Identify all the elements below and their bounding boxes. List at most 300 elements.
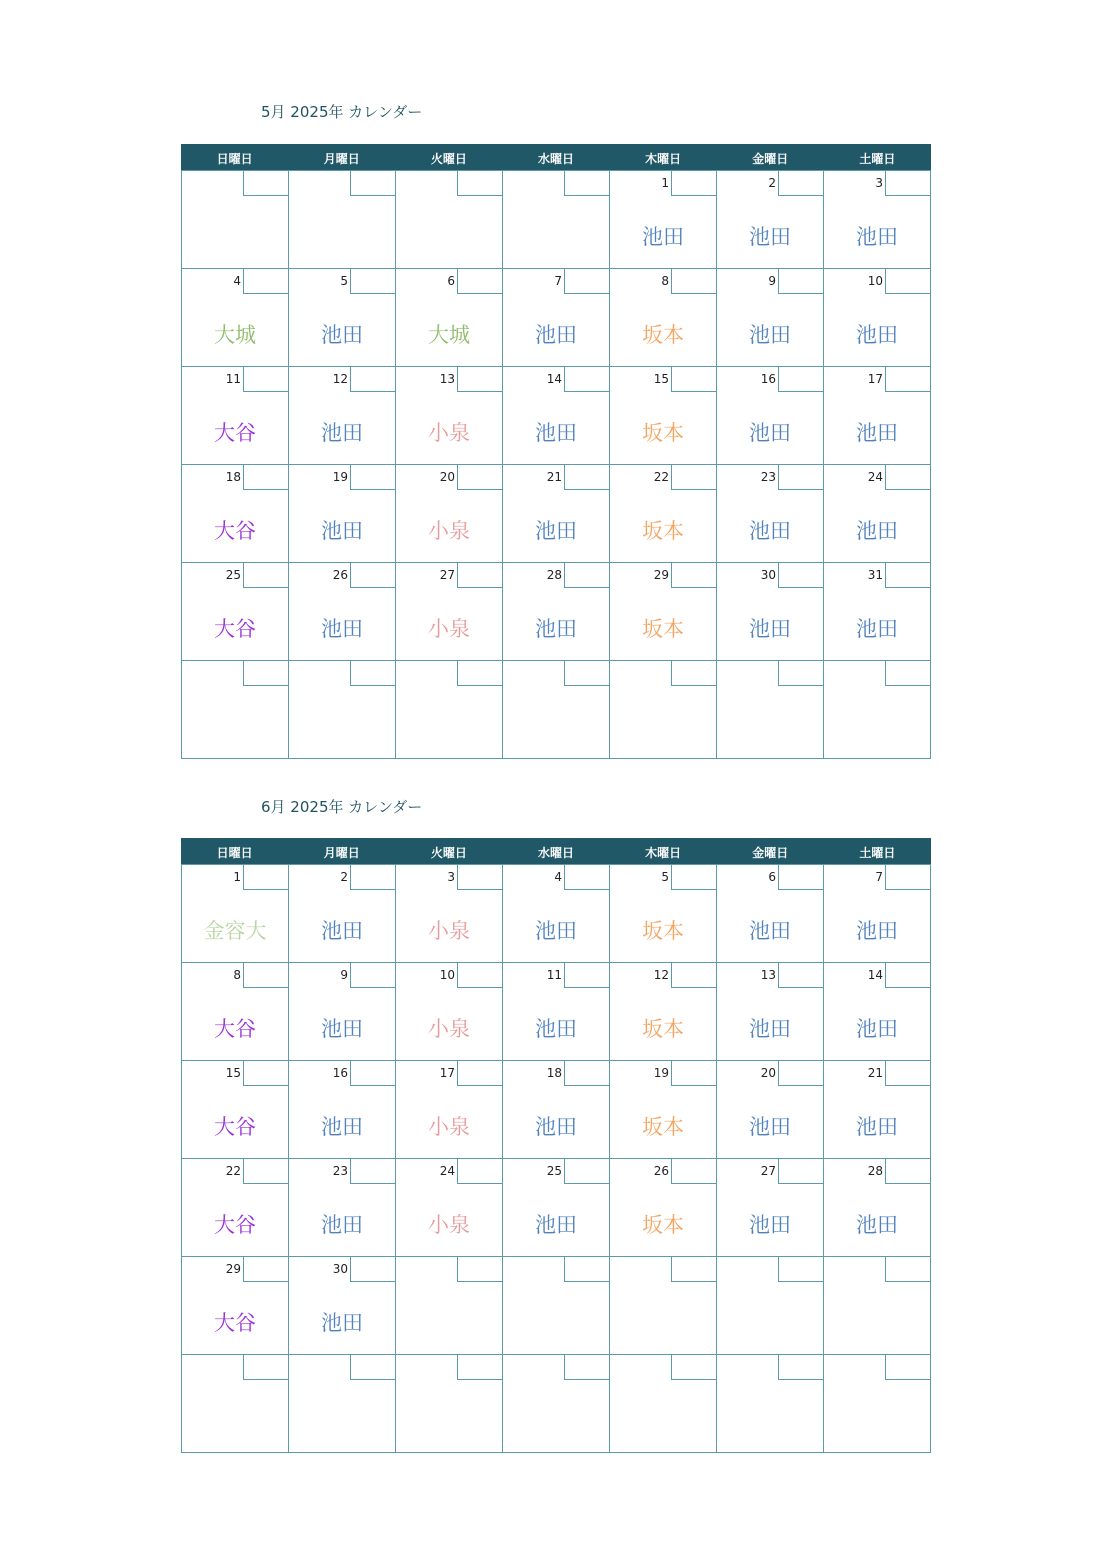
assignee-name: 池田 (749, 1115, 791, 1139)
day-cell[interactable] (824, 1257, 931, 1355)
day-cell[interactable] (503, 1257, 610, 1355)
assignee-name: 池田 (749, 617, 791, 641)
day-note-box (350, 864, 396, 890)
day-number: 10 (439, 968, 455, 982)
day-note-box (671, 1158, 717, 1184)
assignee-name: 池田 (535, 1213, 577, 1237)
day-cell[interactable] (717, 1061, 824, 1159)
day-number: 3 (447, 870, 455, 884)
day-note-box (243, 962, 289, 988)
day-cell[interactable] (503, 1159, 610, 1257)
day-note-box (778, 962, 824, 988)
day-note-box (778, 268, 824, 294)
day-cell[interactable] (396, 1355, 503, 1453)
day-number: 18 (225, 470, 241, 484)
day-number: 21 (867, 1066, 883, 1080)
day-cell[interactable] (396, 269, 503, 367)
day-cell[interactable] (289, 269, 396, 367)
calendar-title: 6月 2025年 カレンダー (261, 798, 423, 816)
day-number: 2 (340, 870, 348, 884)
day-number: 8 (233, 968, 241, 982)
weekday-label: 金曜日 (752, 846, 789, 860)
day-number: 29 (653, 568, 669, 582)
day-note-box (243, 1060, 289, 1086)
assignee-name: 小泉 (428, 1017, 470, 1041)
day-cell[interactable] (717, 367, 824, 465)
day-number: 17 (439, 1066, 455, 1080)
weekday-header (181, 838, 931, 865)
day-note-box (457, 268, 503, 294)
weekday-label: 木曜日 (645, 152, 682, 166)
assignee-name: 池田 (856, 617, 898, 641)
day-cell[interactable] (503, 171, 610, 269)
day-note-box (564, 562, 610, 588)
day-number: 13 (760, 968, 776, 982)
day-note-box (778, 864, 824, 890)
day-cell[interactable] (182, 171, 289, 269)
day-number: 31 (867, 568, 883, 582)
day-note-box (778, 1060, 824, 1086)
day-note-box (457, 562, 503, 588)
day-note-box (885, 1060, 931, 1086)
day-note-box (564, 1158, 610, 1184)
day-note-box (350, 1354, 396, 1380)
assignee-name: 小泉 (428, 1115, 470, 1139)
day-cell[interactable] (824, 963, 931, 1061)
day-cell[interactable] (824, 367, 931, 465)
day-note-box (885, 170, 931, 196)
day-number: 30 (332, 1262, 348, 1276)
day-number: 18 (546, 1066, 562, 1080)
assignee-name: 坂本 (642, 1115, 684, 1139)
day-cell[interactable] (289, 1355, 396, 1453)
assignee-name: 池田 (535, 323, 577, 347)
day-number: 11 (546, 968, 562, 982)
assignee-name: 池田 (535, 1115, 577, 1139)
day-cell[interactable] (182, 963, 289, 1061)
day-cell[interactable] (503, 465, 610, 563)
day-cell[interactable] (717, 465, 824, 563)
day-cell[interactable] (396, 367, 503, 465)
assignee-name: 坂本 (642, 421, 684, 445)
day-cell[interactable] (289, 963, 396, 1061)
day-note-box (243, 562, 289, 588)
day-cell[interactable] (824, 465, 931, 563)
day-note-box (885, 1256, 931, 1282)
day-cell[interactable] (717, 865, 824, 963)
day-cell[interactable] (289, 865, 396, 963)
day-note-box (457, 660, 503, 686)
day-cell[interactable] (182, 1061, 289, 1159)
day-cell[interactable] (824, 661, 931, 759)
day-number: 4 (233, 274, 241, 288)
day-number: 20 (760, 1066, 776, 1080)
day-note-box (457, 962, 503, 988)
day-note-box (564, 962, 610, 988)
day-number: 3 (875, 176, 883, 190)
day-note-box (564, 660, 610, 686)
assignee-name: 坂本 (642, 1213, 684, 1237)
day-note-box (564, 1256, 610, 1282)
day-note-box (564, 1060, 610, 1086)
day-cell[interactable] (824, 1061, 931, 1159)
weekday-label: 土曜日 (859, 152, 896, 166)
day-number: 15 (653, 372, 669, 386)
assignee-name: 金容大 (203, 919, 267, 943)
calendar-title: 5月 2025年 カレンダー (261, 103, 423, 121)
assignee-name: 池田 (321, 617, 363, 641)
day-number: 22 (653, 470, 669, 484)
day-cell[interactable] (717, 563, 824, 661)
day-cell[interactable] (610, 865, 717, 963)
assignee-name: 池田 (642, 225, 684, 249)
day-number: 7 (554, 274, 562, 288)
day-note-box (885, 562, 931, 588)
day-note-box (778, 170, 824, 196)
assignee-name: 小泉 (428, 1213, 470, 1237)
day-number: 2 (768, 176, 776, 190)
assignee-name: 大谷 (214, 1115, 256, 1139)
day-cell[interactable] (503, 963, 610, 1061)
day-note-box (457, 464, 503, 490)
day-cell[interactable] (182, 563, 289, 661)
day-cell[interactable] (610, 171, 717, 269)
weekday-label: 火曜日 (430, 152, 467, 166)
day-number: 1 (661, 176, 669, 190)
day-number: 24 (867, 470, 883, 484)
day-number: 8 (661, 274, 669, 288)
day-note-box (778, 1354, 824, 1380)
day-number: 28 (546, 568, 562, 582)
assignee-name: 池田 (535, 519, 577, 543)
day-cell[interactable] (610, 1355, 717, 1453)
day-number: 20 (439, 470, 455, 484)
day-cell[interactable] (182, 865, 289, 963)
day-cell[interactable] (717, 1355, 824, 1453)
day-note-box (243, 660, 289, 686)
day-cell[interactable] (717, 1257, 824, 1355)
assignee-name: 池田 (321, 519, 363, 543)
day-note-box (243, 1354, 289, 1380)
day-note-box (564, 268, 610, 294)
assignee-name: 小泉 (428, 519, 470, 543)
day-cell[interactable] (289, 367, 396, 465)
assignee-name: 池田 (856, 1213, 898, 1237)
day-number: 17 (867, 372, 883, 386)
day-note-box (885, 1354, 931, 1380)
calendar-grid (181, 864, 931, 1453)
day-cell[interactable] (824, 1159, 931, 1257)
day-cell[interactable] (824, 865, 931, 963)
assignee-name: 池田 (535, 421, 577, 445)
day-note-box (671, 562, 717, 588)
day-note-box (671, 1256, 717, 1282)
day-note-box (778, 562, 824, 588)
day-cell[interactable] (824, 171, 931, 269)
day-cell[interactable] (610, 367, 717, 465)
day-note-box (350, 268, 396, 294)
day-number: 29 (225, 1262, 241, 1276)
day-cell[interactable] (610, 1257, 717, 1355)
day-number: 23 (332, 1164, 348, 1178)
assignee-name: 坂本 (642, 617, 684, 641)
day-note-box (885, 366, 931, 392)
day-cell[interactable] (717, 963, 824, 1061)
day-note-box (671, 170, 717, 196)
day-note-box (778, 1158, 824, 1184)
day-note-box (457, 1354, 503, 1380)
day-cell[interactable] (396, 465, 503, 563)
assignee-name: 池田 (321, 1115, 363, 1139)
day-note-box (350, 366, 396, 392)
day-number: 26 (653, 1164, 669, 1178)
day-number: 24 (439, 1164, 455, 1178)
day-number: 10 (867, 274, 883, 288)
day-note-box (564, 864, 610, 890)
day-cell[interactable] (717, 1159, 824, 1257)
day-note-box (457, 1158, 503, 1184)
day-note-box (671, 962, 717, 988)
assignee-name: 池田 (321, 1213, 363, 1237)
day-cell[interactable] (289, 1159, 396, 1257)
day-number: 14 (867, 968, 883, 982)
day-number: 27 (439, 568, 455, 582)
assignee-name: 池田 (535, 1017, 577, 1041)
day-cell[interactable] (503, 661, 610, 759)
day-cell[interactable] (182, 1159, 289, 1257)
weekday-label: 土曜日 (859, 846, 896, 860)
assignee-name: 池田 (749, 519, 791, 543)
day-number: 30 (760, 568, 776, 582)
assignee-name: 池田 (856, 919, 898, 943)
day-cell[interactable] (824, 563, 931, 661)
day-note-box (564, 464, 610, 490)
day-note-box (778, 1256, 824, 1282)
day-note-box (778, 464, 824, 490)
day-cell[interactable] (610, 1159, 717, 1257)
day-cell[interactable] (396, 661, 503, 759)
day-note-box (671, 660, 717, 686)
assignee-name: 池田 (749, 225, 791, 249)
day-cell[interactable] (289, 171, 396, 269)
assignee-name: 池田 (321, 421, 363, 445)
day-cell[interactable] (717, 269, 824, 367)
assignee-name: 大谷 (214, 1213, 256, 1237)
day-note-box (243, 864, 289, 890)
day-cell[interactable] (717, 171, 824, 269)
day-note-box (243, 170, 289, 196)
day-note-box (457, 170, 503, 196)
assignee-name: 大谷 (214, 421, 256, 445)
day-number: 19 (332, 470, 348, 484)
day-number: 25 (546, 1164, 562, 1178)
assignee-name: 小泉 (428, 617, 470, 641)
assignee-name: 池田 (749, 1017, 791, 1041)
day-cell[interactable] (610, 1061, 717, 1159)
day-cell[interactable] (824, 1355, 931, 1453)
day-note-box (671, 1060, 717, 1086)
day-number: 25 (225, 568, 241, 582)
day-note-box (885, 962, 931, 988)
day-number: 13 (439, 372, 455, 386)
assignee-name: 大谷 (214, 1311, 256, 1335)
day-cell[interactable] (824, 269, 931, 367)
day-cell[interactable] (289, 465, 396, 563)
assignee-name: 小泉 (428, 421, 470, 445)
day-cell[interactable] (289, 661, 396, 759)
weekday-label: 月曜日 (323, 152, 360, 166)
day-cell[interactable] (182, 1257, 289, 1355)
day-cell[interactable] (289, 1061, 396, 1159)
day-cell[interactable] (396, 1061, 503, 1159)
assignee-name: 池田 (856, 225, 898, 249)
assignee-name: 坂本 (642, 1017, 684, 1041)
day-note-box (350, 562, 396, 588)
day-cell[interactable] (182, 661, 289, 759)
day-cell[interactable] (396, 1159, 503, 1257)
day-number: 16 (332, 1066, 348, 1080)
day-note-box (564, 366, 610, 392)
day-note-box (457, 366, 503, 392)
weekday-label: 火曜日 (430, 846, 467, 860)
day-number: 16 (760, 372, 776, 386)
day-note-box (564, 170, 610, 196)
day-note-box (350, 1256, 396, 1282)
day-cell[interactable] (610, 661, 717, 759)
assignee-name: 池田 (749, 1213, 791, 1237)
assignee-name: 小泉 (428, 919, 470, 943)
day-number: 6 (768, 870, 776, 884)
day-number: 15 (225, 1066, 241, 1080)
day-cell[interactable] (396, 865, 503, 963)
assignee-name: 池田 (749, 323, 791, 347)
day-note-box (671, 864, 717, 890)
assignee-name: 池田 (856, 1017, 898, 1041)
day-note-box (243, 366, 289, 392)
weekday-label: 水曜日 (537, 846, 574, 860)
weekday-header (181, 144, 931, 171)
assignee-name: 池田 (321, 1017, 363, 1041)
day-cell[interactable] (503, 1061, 610, 1159)
day-cell[interactable] (503, 865, 610, 963)
day-number: 7 (875, 870, 883, 884)
day-cell[interactable] (289, 1257, 396, 1355)
assignee-name: 坂本 (642, 519, 684, 543)
day-number: 5 (661, 870, 669, 884)
assignee-name: 池田 (535, 617, 577, 641)
day-note-box (350, 1060, 396, 1086)
assignee-name: 大谷 (214, 617, 256, 641)
day-note-box (457, 1256, 503, 1282)
day-number: 11 (225, 372, 241, 386)
day-note-box (564, 1354, 610, 1380)
day-note-box (885, 864, 931, 890)
day-number: 12 (653, 968, 669, 982)
assignee-name: 大谷 (214, 1017, 256, 1041)
day-note-box (243, 1256, 289, 1282)
day-note-box (457, 1060, 503, 1086)
weekday-label: 金曜日 (752, 152, 789, 166)
day-cell[interactable] (503, 1355, 610, 1453)
day-cell[interactable] (610, 563, 717, 661)
day-note-box (350, 1158, 396, 1184)
day-note-box (350, 962, 396, 988)
day-note-box (671, 366, 717, 392)
assignee-name: 池田 (535, 919, 577, 943)
weekday-label: 水曜日 (537, 152, 574, 166)
weekday-label: 日曜日 (216, 152, 253, 166)
day-number: 19 (653, 1066, 669, 1080)
day-cell[interactable] (182, 465, 289, 563)
day-note-box (243, 268, 289, 294)
day-note-box (350, 464, 396, 490)
day-cell[interactable] (610, 465, 717, 563)
calendar-grid (181, 170, 931, 759)
assignee-name: 大谷 (214, 519, 256, 543)
assignee-name: 大城 (428, 323, 470, 347)
day-number: 9 (768, 274, 776, 288)
day-note-box (885, 660, 931, 686)
day-number: 6 (447, 274, 455, 288)
day-number: 22 (225, 1164, 241, 1178)
day-cell[interactable] (289, 563, 396, 661)
day-note-box (885, 464, 931, 490)
day-cell[interactable] (396, 563, 503, 661)
assignee-name: 池田 (856, 1115, 898, 1139)
day-cell[interactable] (717, 661, 824, 759)
assignee-name: 池田 (321, 323, 363, 347)
day-cell[interactable] (182, 367, 289, 465)
day-cell[interactable] (396, 1257, 503, 1355)
day-number: 28 (867, 1164, 883, 1178)
day-number: 5 (340, 274, 348, 288)
day-note-box (778, 660, 824, 686)
assignee-name: 坂本 (642, 323, 684, 347)
day-number: 21 (546, 470, 562, 484)
day-cell[interactable] (182, 1355, 289, 1453)
assignee-name: 大城 (214, 323, 256, 347)
weekday-label: 木曜日 (645, 846, 682, 860)
weekday-label: 日曜日 (216, 846, 253, 860)
assignee-name: 坂本 (642, 919, 684, 943)
day-cell[interactable] (503, 367, 610, 465)
day-cell[interactable] (610, 963, 717, 1061)
day-note-box (350, 660, 396, 686)
day-number: 26 (332, 568, 348, 582)
day-number: 1 (233, 870, 241, 884)
day-note-box (243, 1158, 289, 1184)
weekday-label: 月曜日 (323, 846, 360, 860)
day-number: 4 (554, 870, 562, 884)
day-note-box (457, 864, 503, 890)
assignee-name: 池田 (856, 421, 898, 445)
assignee-name: 池田 (321, 919, 363, 943)
day-note-box (671, 464, 717, 490)
day-cell[interactable] (503, 563, 610, 661)
day-cell[interactable] (396, 963, 503, 1061)
day-cell[interactable] (503, 269, 610, 367)
day-cell[interactable] (610, 269, 717, 367)
assignee-name: 池田 (749, 919, 791, 943)
day-cell[interactable] (182, 269, 289, 367)
day-number: 12 (332, 372, 348, 386)
day-note-box (350, 170, 396, 196)
assignee-name: 池田 (321, 1311, 363, 1335)
day-number: 27 (760, 1164, 776, 1178)
assignee-name: 池田 (856, 323, 898, 347)
day-cell[interactable] (396, 171, 503, 269)
day-note-box (671, 268, 717, 294)
